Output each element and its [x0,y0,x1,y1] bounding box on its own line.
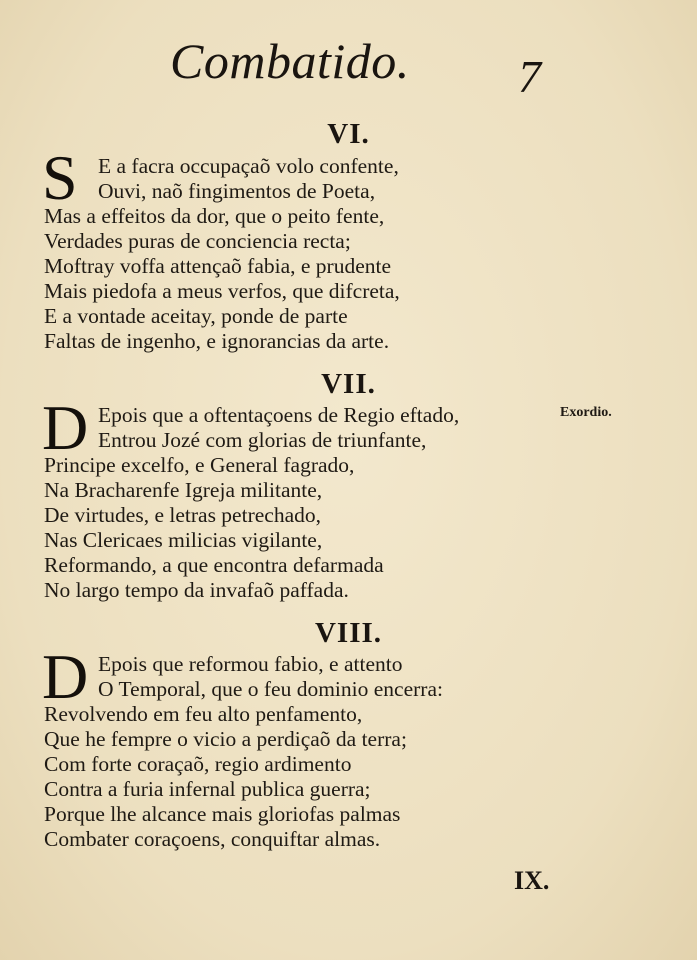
verse-line: O Temporal, que o feu dominio encerra: [98,677,443,701]
verse-line: Revolvendo em feu alto penfamento, [44,702,363,726]
verse-line: Combater coraçoens, conquiftar almas. [44,827,381,851]
drop-cap: D [42,641,89,712]
verse-line: E a vontade aceitay, ponde de parte [44,304,348,328]
verse-line: No largo tempo da invafaõ paffada. [44,578,349,602]
verse-line: Na Bracharenfe Igreja militante, [44,478,323,502]
verse-line: Nas Clericaes milicias vigilante, [44,528,323,552]
verse-line: Porque lhe alcance mais gloriofas palmas [44,802,401,826]
verse-line: Faltas de ingenho, e ignorancias da arte. [44,329,390,353]
running-head-title: Combatido. [170,33,410,89]
drop-cap: S [42,142,78,213]
verse-line: Reformando, a que encontra defarmada [44,553,384,577]
verse-line: Com forte coraçaõ, regio ardimento [44,752,352,776]
verse-line: Mais piedofa a meus verfos, que difcreta, [44,279,400,303]
stanza-numeral: VIII. [314,617,383,649]
verse-line: Ouvi, naõ fingimentos de Poeta, [98,179,376,203]
stanza-numeral: VI. [327,118,370,150]
catchword: IX. [514,866,550,895]
verse-line: Que he fempre o vicio a perdiçaõ da terra; [44,727,407,751]
stanza-numeral: VII. [321,368,376,400]
verse-line: Principe excelfo, e General fagrado, [44,453,355,477]
verse-line: Verdades puras de conciencia recta; [44,229,351,253]
verse-line: Moftray voffa attençaõ fabia, e prudente [44,254,392,278]
page-number: 7 [518,51,541,102]
verse-line: De virtudes, e letras petrechado, [44,503,321,527]
verse-line: Epois que reformou fabio, e attento [98,652,403,676]
verse-line: Contra a furia infernal publica guerra; [44,777,371,801]
verse-line: Epois que a oftentaçoens de Regio eftado, [98,403,460,427]
margin-note: Exordio. [560,405,612,420]
verse-line: Mas a effeitos da dor, que o peito fente, [44,204,385,228]
verse-line: E a facra occupaçaõ volo confente, [98,154,399,178]
verse-line: Entrou Jozé com glorias de triunfante, [98,428,427,452]
drop-cap: D [42,392,89,463]
